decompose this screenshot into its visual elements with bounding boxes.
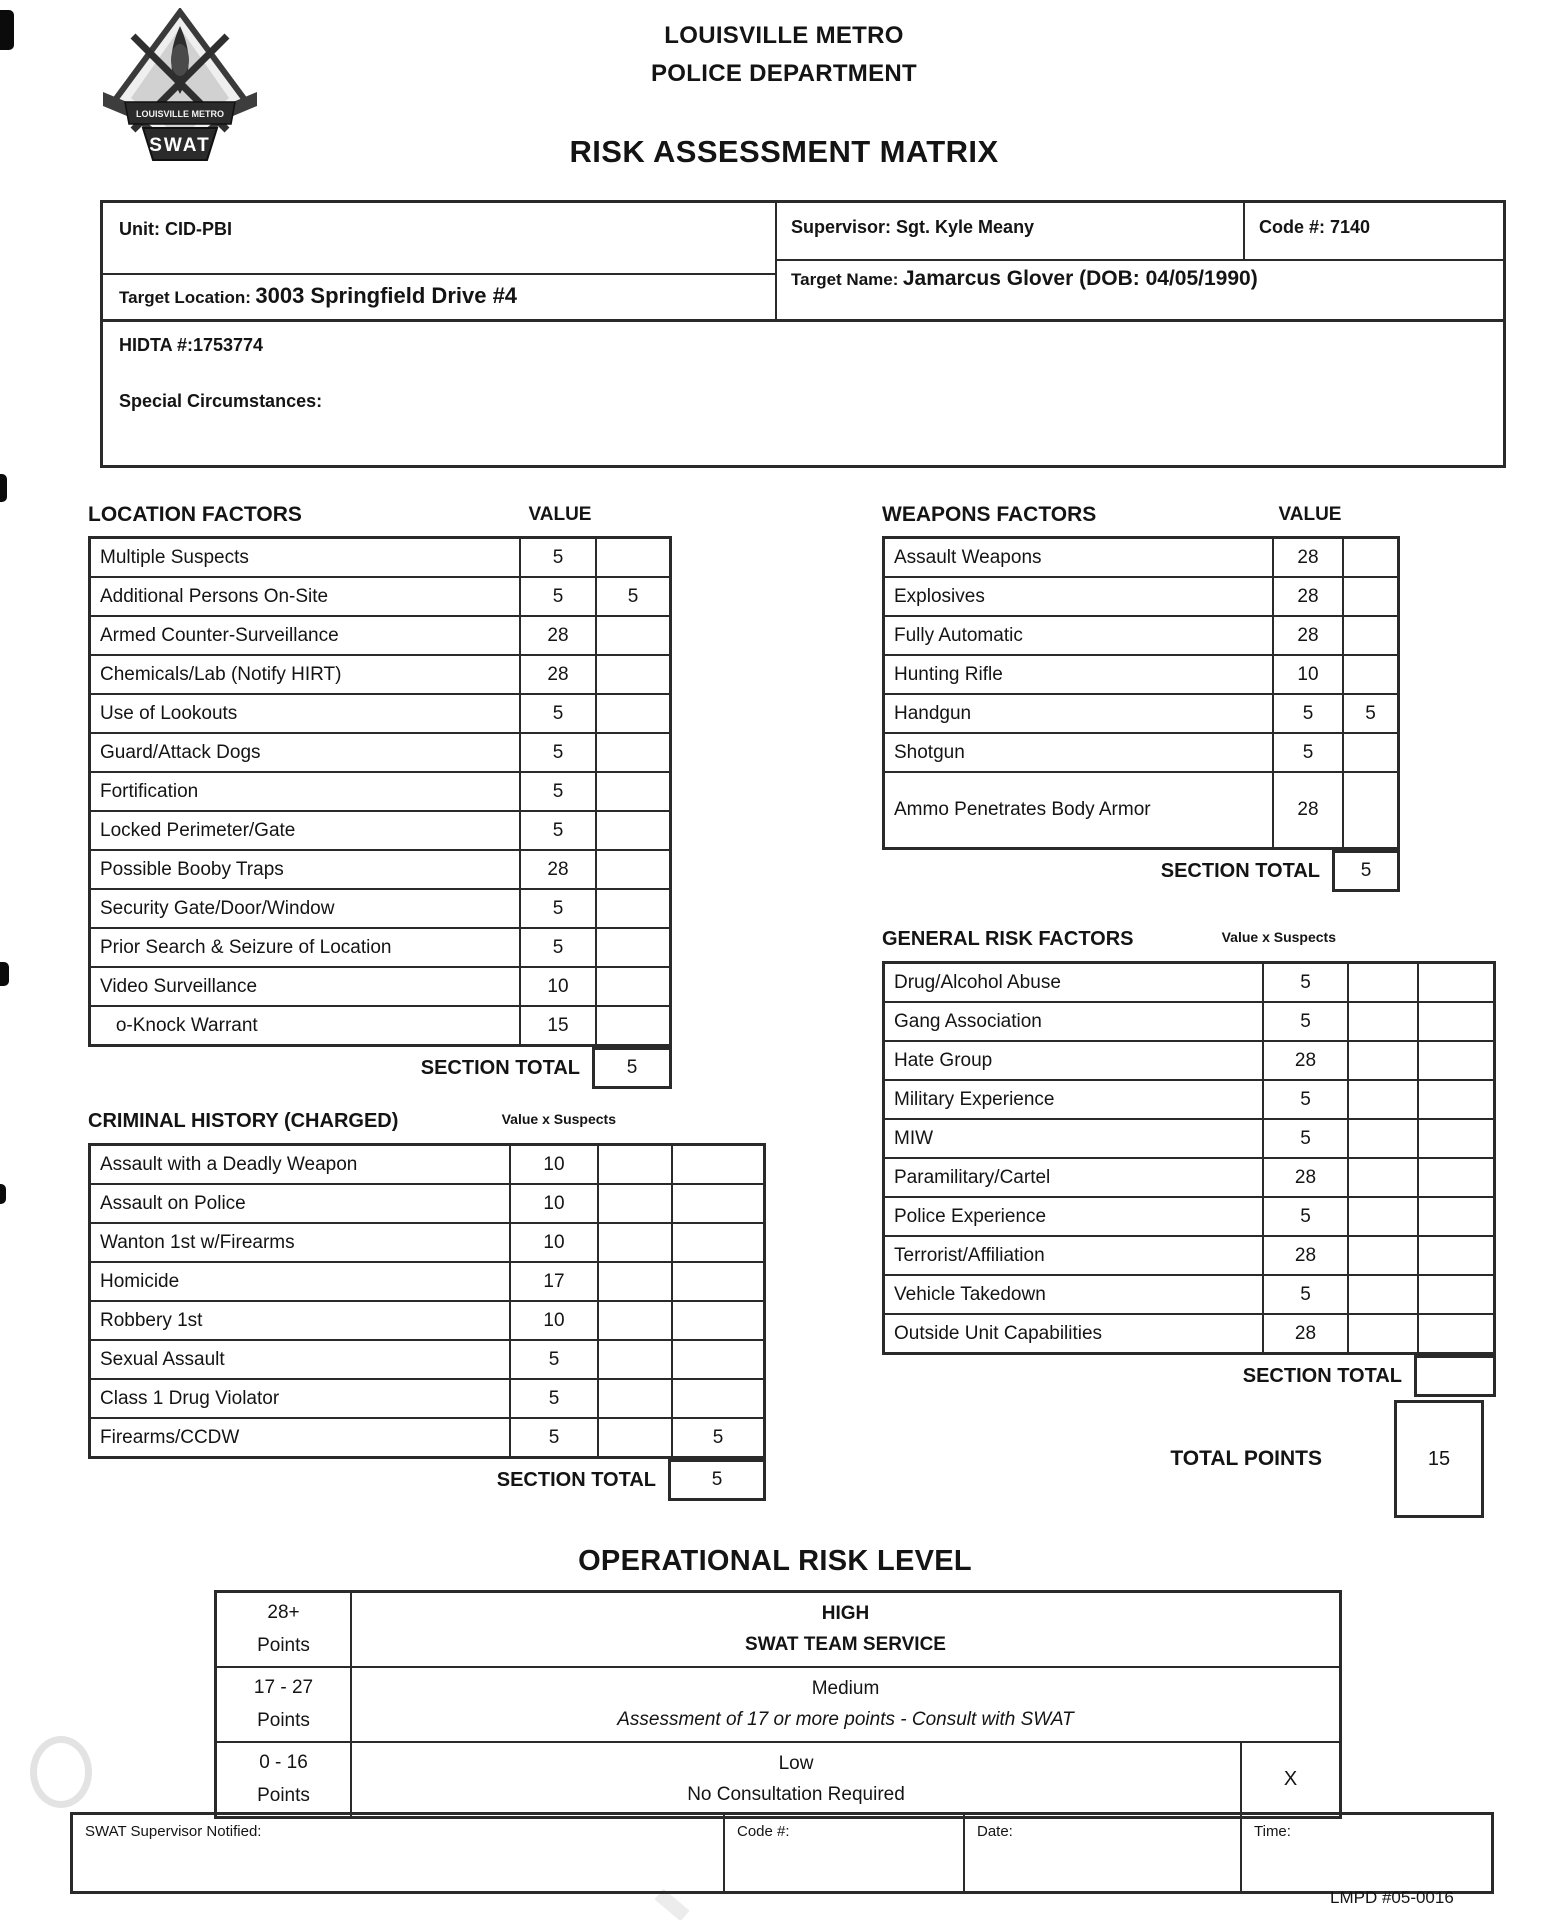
total-points	[882, 1400, 1496, 1518]
row-extra-value-2: 5	[671, 1419, 763, 1456]
row-value: 5	[519, 890, 595, 927]
row-label: Vehicle Takedown	[894, 1283, 1046, 1305]
scan-artifact	[0, 1184, 6, 1204]
criminal-history-heading	[88, 1110, 766, 1143]
row-extra-value	[595, 851, 669, 888]
table-row	[91, 771, 669, 810]
scan-artifact	[0, 962, 9, 986]
target-location-value: 3003 Springfield Drive #4	[255, 283, 518, 308]
table-row	[885, 732, 1397, 771]
row-value: 5	[519, 812, 595, 849]
special-circumstances-label: Special Circumstances:	[119, 391, 323, 411]
criminal-history-section	[88, 1110, 766, 1501]
table-row	[91, 1222, 763, 1261]
scan-artifact	[0, 474, 7, 502]
row-label: Sexual Assault	[100, 1348, 225, 1370]
table-row	[885, 1196, 1493, 1235]
weapons-factors-section	[882, 503, 1400, 892]
section-total-label: SECTION TOTAL	[496, 1468, 656, 1491]
row-value: 10	[1272, 656, 1342, 693]
table-row	[91, 927, 669, 966]
table-row	[885, 1157, 1493, 1196]
table-row	[91, 1183, 763, 1222]
row-value: 5	[1262, 1003, 1347, 1040]
scan-artifact	[30, 1736, 92, 1808]
logo-swat-text: SWAT	[149, 135, 211, 156]
target-name-field	[791, 267, 1258, 291]
weapons-factors-table	[882, 536, 1400, 850]
location-section-total	[88, 1047, 672, 1089]
row-extra-value	[1347, 1198, 1417, 1235]
row-label: Security Gate/Door/Window	[100, 897, 335, 919]
row-label: Chemicals/Lab (Notify HIRT)	[100, 663, 342, 685]
row-extra-value: 5	[1342, 695, 1397, 732]
criminal-value-header: Value x Suspects	[501, 1111, 616, 1127]
row-value: 5	[1262, 1276, 1347, 1313]
row-value: 5	[1272, 695, 1342, 732]
row-extra-value	[595, 773, 669, 810]
row-label: Assault with a Deadly Weapon	[100, 1153, 358, 1175]
total-points-value: 15	[1394, 1400, 1484, 1518]
row-label: Hunting Rifle	[894, 663, 1003, 685]
row-extra-value-2	[1417, 1315, 1493, 1352]
row-value: 5	[509, 1380, 597, 1417]
general-section-total	[882, 1355, 1496, 1397]
row-value: 28	[1262, 1315, 1347, 1352]
table-row	[885, 771, 1397, 847]
row-label: Use of Lookouts	[100, 702, 238, 724]
general-risk-table	[882, 961, 1496, 1355]
supervisor-field: Supervisor: Sgt. Kyle Meany	[791, 217, 1035, 237]
selected-risk-mark: X	[1240, 1743, 1339, 1816]
row-value: 10	[509, 1146, 597, 1183]
footer-code-label: Code #:	[723, 1815, 963, 1891]
footer-date-label: Date:	[963, 1815, 1240, 1891]
table-row	[91, 966, 669, 1005]
row-label: Fully Automatic	[894, 624, 1023, 646]
row-value: 10	[509, 1185, 597, 1222]
form-number: LMPD #05-0016	[1330, 1888, 1454, 1907]
general-risk-title: GENERAL RISK FACTORS	[882, 928, 1134, 950]
row-extra-value	[595, 617, 669, 654]
row-label: Police Experience	[894, 1205, 1047, 1227]
row-label: Shotgun	[894, 741, 965, 763]
row-label: Gang Association	[894, 1010, 1042, 1032]
row-extra-value-2	[1417, 1276, 1493, 1313]
criminal-history-table	[88, 1143, 766, 1459]
target-location-label: Target Location:	[119, 288, 251, 307]
table-row	[885, 1274, 1493, 1313]
table-row	[91, 1339, 763, 1378]
row-extra-value	[1347, 1042, 1417, 1079]
row-extra-value-2	[671, 1263, 763, 1300]
row-extra-value-2	[1417, 1159, 1493, 1196]
agency-name-line1: LOUISVILLE METRO	[664, 22, 904, 49]
row-extra-value	[597, 1146, 671, 1183]
row-value: 28	[1262, 1042, 1347, 1079]
row-value: 28	[1272, 578, 1342, 615]
row-value: 5	[1262, 1198, 1347, 1235]
row-extra-value-2	[1417, 1237, 1493, 1274]
row-value: 5	[1262, 1120, 1347, 1157]
row-label: Hate Group	[894, 1049, 993, 1071]
row-value: 5	[1272, 734, 1342, 771]
section-total-value	[1414, 1355, 1496, 1397]
risk-level-description: Low No Consultation Required	[687, 1753, 905, 1805]
row-value: 17	[509, 1263, 597, 1300]
section-total-value: 5	[592, 1047, 672, 1089]
row-extra-value	[1347, 1120, 1417, 1157]
table-row	[885, 576, 1397, 615]
row-value: 5	[519, 539, 595, 576]
footer-time-label: Time:	[1240, 1815, 1491, 1891]
row-value: 28	[519, 656, 595, 693]
weapons-section-total	[882, 850, 1400, 892]
row-extra-value-2	[671, 1146, 763, 1183]
row-label: Firearms/CCDW	[100, 1426, 240, 1448]
agency-name-line2: POLICE DEPARTMENT	[651, 60, 917, 87]
row-extra-value	[597, 1185, 671, 1222]
row-extra-value	[595, 656, 669, 693]
row-label: Multiple Suspects	[100, 546, 249, 568]
row-extra-value	[597, 1224, 671, 1261]
row-label: Additional Persons On-Site	[100, 585, 329, 607]
row-extra-value	[595, 968, 669, 1005]
row-label: Wanton 1st w/Firearms	[100, 1231, 295, 1253]
table-row	[91, 539, 669, 576]
table-row	[885, 654, 1397, 693]
row-label: o-Knock Warrant	[100, 1014, 258, 1036]
row-value: 10	[509, 1224, 597, 1261]
row-extra-value	[1342, 578, 1397, 615]
location-factors-section	[88, 503, 672, 1089]
table-row	[91, 615, 669, 654]
section-total-label: SECTION TOTAL	[420, 1056, 580, 1079]
row-value: 28	[1262, 1159, 1347, 1196]
table-row	[91, 1005, 669, 1044]
general-value-header: Value x Suspects	[1221, 929, 1336, 945]
row-extra-value	[1347, 1081, 1417, 1118]
row-value: 5	[519, 578, 595, 615]
row-extra-value-2	[671, 1341, 763, 1378]
row-label: Fortification	[100, 780, 199, 802]
row-extra-value	[1342, 656, 1397, 693]
row-value: 5	[1262, 964, 1347, 1001]
section-total-value: 5	[668, 1459, 766, 1501]
row-value: 5	[519, 695, 595, 732]
row-extra-value-2	[1417, 1120, 1493, 1157]
operational-risk-title: OPERATIONAL RISK LEVEL	[578, 1545, 972, 1577]
row-value: 28	[1272, 773, 1342, 847]
points-range: 17 - 27 Points	[217, 1668, 352, 1741]
location-factors-heading	[88, 503, 672, 536]
table-row	[885, 1235, 1493, 1274]
row-extra-value-2	[671, 1302, 763, 1339]
row-label: Locked Perimeter/Gate	[100, 819, 296, 841]
code-number-field: Code #: 7140	[1259, 217, 1371, 237]
row-label: Assault on Police	[100, 1192, 246, 1214]
row-label: Guard/Attack Dogs	[100, 741, 261, 763]
row-extra-value	[1347, 1159, 1417, 1196]
target-location-field	[119, 283, 517, 309]
row-label: Assault Weapons	[894, 546, 1042, 568]
table-row	[91, 732, 669, 771]
weapons-factors-heading	[882, 503, 1400, 536]
row-extra-value	[597, 1263, 671, 1300]
row-value: 5	[509, 1419, 597, 1456]
row-value: 28	[1262, 1237, 1347, 1274]
row-label: Ammo Penetrates Body Armor	[894, 799, 1151, 820]
risk-level-row-low	[217, 1741, 1339, 1816]
row-extra-value-2	[1417, 1198, 1493, 1235]
table-row	[885, 964, 1493, 1001]
row-label: Military Experience	[894, 1088, 1055, 1110]
risk-level-row-medium	[217, 1666, 1339, 1741]
location-value-header: VALUE	[528, 504, 592, 525]
table-row	[885, 615, 1397, 654]
section-total-label: SECTION TOTAL	[1160, 859, 1320, 882]
row-extra-value	[595, 929, 669, 966]
location-factors-table	[88, 536, 672, 1047]
weapons-value-header: VALUE	[1278, 504, 1342, 525]
weapons-factors-title: WEAPONS FACTORS	[882, 503, 1097, 526]
row-value: 15	[519, 1007, 595, 1044]
row-label: Drug/Alcohol Abuse	[894, 971, 1061, 993]
row-extra-value: 5	[595, 578, 669, 615]
row-extra-value	[1347, 964, 1417, 1001]
table-row	[91, 654, 669, 693]
table-row	[91, 1417, 763, 1456]
hidta-field: HIDTA #:1753774	[119, 335, 264, 355]
risk-level-description: HIGH SWAT TEAM SERVICE	[745, 1603, 946, 1655]
table-row	[91, 1300, 763, 1339]
row-label: Paramilitary/Cartel	[894, 1166, 1051, 1188]
row-value: 28	[1272, 539, 1342, 576]
table-row	[91, 1146, 763, 1183]
row-value: 10	[519, 968, 595, 1005]
points-range: 28+ Points	[217, 1593, 352, 1666]
row-extra-value-2	[671, 1185, 763, 1222]
section-total-value: 5	[1332, 850, 1400, 892]
target-name-value: Jamarcus Glover (DOB: 04/05/1990)	[902, 267, 1258, 290]
table-row	[885, 1079, 1493, 1118]
row-value: 10	[509, 1302, 597, 1339]
row-label: Homicide	[100, 1270, 180, 1292]
table-row	[885, 693, 1397, 732]
row-value: 5	[509, 1341, 597, 1378]
row-extra-value-2	[1417, 1003, 1493, 1040]
risk-level-description: Medium Assessment of 17 or more points - Consult with SWAT	[617, 1678, 1074, 1730]
row-extra-value	[1347, 1276, 1417, 1313]
row-extra-value	[1347, 1315, 1417, 1352]
row-extra-value	[1347, 1003, 1417, 1040]
table-row	[885, 1001, 1493, 1040]
criminal-section-total	[88, 1459, 766, 1501]
row-extra-value-2	[671, 1224, 763, 1261]
table-row	[91, 576, 669, 615]
row-extra-value	[595, 734, 669, 771]
footer-signoff-box	[70, 1812, 1494, 1894]
row-extra-value	[1342, 773, 1397, 847]
table-row	[885, 1313, 1493, 1352]
risk-level-row-high	[217, 1593, 1339, 1666]
row-extra-value	[597, 1302, 671, 1339]
swat-supervisor-notified-label: SWAT Supervisor Notified:	[85, 1823, 262, 1840]
row-extra-value-2	[1417, 1042, 1493, 1079]
row-extra-value	[597, 1341, 671, 1378]
row-value: 5	[519, 773, 595, 810]
row-label: Robbery 1st	[100, 1309, 203, 1331]
row-extra-value	[1342, 617, 1397, 654]
row-label: Handgun	[894, 702, 972, 724]
table-row	[885, 539, 1397, 576]
row-extra-value	[1342, 539, 1397, 576]
row-label: Outside Unit Capabilities	[894, 1322, 1103, 1344]
row-value: 28	[519, 617, 595, 654]
row-extra-value-2	[671, 1380, 763, 1417]
row-value: 5	[519, 734, 595, 771]
row-label: Prior Search & Seizure of Location	[100, 936, 392, 958]
target-name-label: Target Name:	[791, 270, 899, 289]
row-label: Possible Booby Traps	[100, 858, 284, 880]
table-row	[91, 693, 669, 732]
row-label: Armed Counter-Surveillance	[100, 624, 339, 646]
table-row	[91, 810, 669, 849]
row-extra-value	[595, 695, 669, 732]
section-total-label: SECTION TOTAL	[1242, 1364, 1402, 1387]
row-label: Class 1 Drug Violator	[100, 1387, 280, 1409]
row-extra-value	[597, 1380, 671, 1417]
row-value: 28	[1272, 617, 1342, 654]
table-row	[91, 1261, 763, 1300]
row-extra-value	[1347, 1237, 1417, 1274]
row-extra-value	[1342, 734, 1397, 771]
row-value: 5	[519, 929, 595, 966]
table-row	[91, 888, 669, 927]
row-extra-value-2	[1417, 964, 1493, 1001]
row-extra-value	[595, 539, 669, 576]
row-label: Terrorist/Affiliation	[894, 1244, 1045, 1266]
general-risk-heading	[882, 928, 1496, 961]
row-extra-value-2	[1417, 1081, 1493, 1118]
criminal-history-title: CRIMINAL HISTORY (CHARGED)	[88, 1110, 399, 1132]
page-title: RISK ASSESSMENT MATRIX	[569, 134, 999, 169]
row-label: MIW	[894, 1127, 934, 1149]
total-points-label: TOTAL POINTS	[1170, 1447, 1322, 1470]
location-factors-title: LOCATION FACTORS	[88, 503, 302, 526]
case-info-box	[100, 200, 1506, 468]
row-extra-value	[595, 890, 669, 927]
operational-risk-table	[214, 1590, 1342, 1819]
table-row	[91, 1378, 763, 1417]
row-value: 5	[1262, 1081, 1347, 1118]
row-extra-value	[597, 1419, 671, 1456]
table-row	[885, 1118, 1493, 1157]
row-label: Explosives	[894, 585, 985, 607]
row-extra-value	[595, 1007, 669, 1044]
row-value: 28	[519, 851, 595, 888]
logo-banner-text: LOUISVILLE METRO	[135, 109, 225, 119]
table-row	[91, 849, 669, 888]
general-risk-section	[882, 928, 1496, 1397]
unit-field: Unit: CID-PBI	[119, 219, 232, 239]
row-extra-value	[595, 812, 669, 849]
table-row	[885, 1040, 1493, 1079]
points-range: 0 - 16 Points	[217, 1743, 352, 1816]
row-label: Video Surveillance	[100, 975, 258, 997]
